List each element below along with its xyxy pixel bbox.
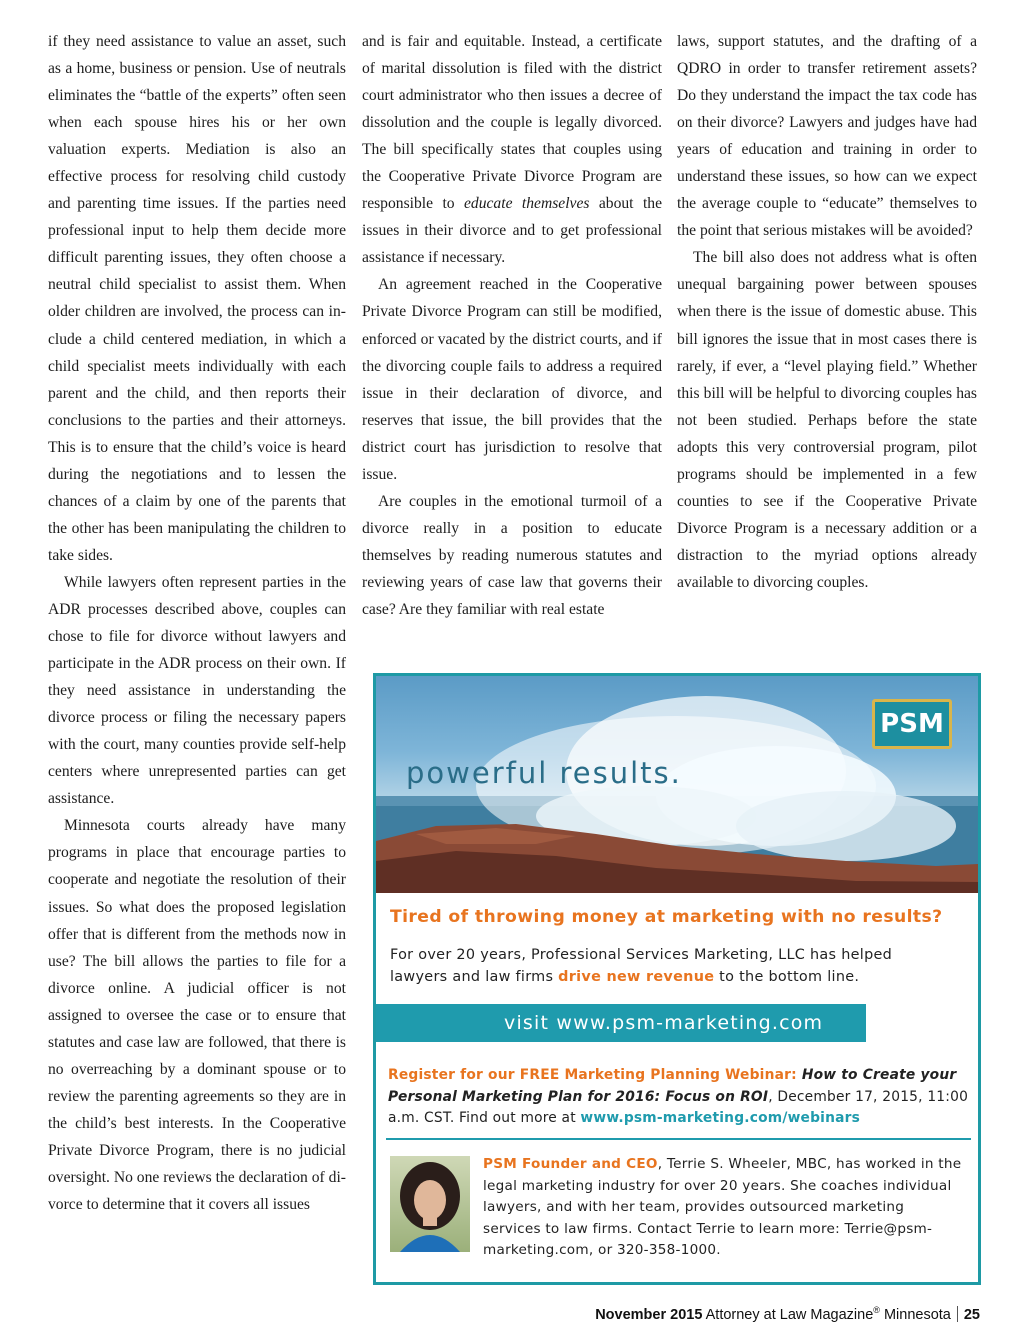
article-paragraph: Minnesota courts already have many programs in place that encourage parties to cooperate and negotiate the resolution of their issues. So what does the proposed legislation offer that is different from the methods now in use? The bill allows the parties to file for a divorce online. A judicial officer is not assigned to oversee the case or to ensure that statutes and case law are followed, that there is no overreaching by a dominant spouse or to review the parenting agreements so they are in the child’s best interests. In the Cooperative Private Divorce Program, there is no judicial oversight. No one reviews the declaration of divorce to determine that it covers all issues — [48, 817, 346, 1214]
article-text: and is fair and equitable. Instead, a certificate of marital dissolution is filed with the district court administrator who then issues a decree of dissolution and the couple is legally divorced. The bill specifically states that couples using the Cooperative Private Divorce Program are responsible to — [362, 33, 662, 213]
article-column-1 — [48, 28, 346, 1218]
ad-body-highlight: drive new revenue — [558, 969, 715, 985]
webinar-details: , December 17, 2015, 11:00 a.m. CST. Find out more at — [388, 1088, 969, 1126]
article-paragraph: An agreement reached in the Cooperative Private Divorce Program can still be modified, enforced or vacated by the district courts, and if the divorcing couple fails to address a required issue in their declaration of divorce, and reserves that issue, the bill provides that the district court has jurisdiction to resolve that issue. — [362, 276, 662, 483]
article-text: about the issues in their divorce and to get professional assistance if necessary. — [362, 195, 662, 267]
webinar-promo — [388, 1065, 973, 1130]
wave-photo — [376, 676, 978, 893]
ad-body-text: For over 20 years, Professional Services Marketing, LLC has helped lawyers and law firms — [390, 947, 893, 985]
ad-headline: Tired of throwing money at marketing with no results? — [390, 907, 943, 927]
article-paragraph: The bill also does not address what is often unequal bargaining power between spouses when there is the issue of domestic abuse. This bill ignores the issue that in most cases there is rarely, if ever, a “level playing field.” Whether this bill will be helpful to divorcing couples has not been studied. Perhaps before the state adopts this very controversial program, pilot programs should be implemented in a few counties to see if the Cooperative Private Divorce Program is a necessary addition or a distraction to the myriad options already available to divorcing couples. — [677, 249, 977, 591]
psm-logo: PSM — [872, 699, 952, 749]
visit-website-link[interactable]: visit www.psm-marketing.com — [376, 1004, 866, 1042]
article-paragraph — [362, 28, 662, 271]
ceo-lead: PSM Founder and CEO — [483, 1156, 658, 1172]
article-emphasis: educate themselves — [464, 195, 590, 213]
ad-tagline: powerful results. — [406, 756, 682, 790]
ad-divider — [386, 1138, 971, 1140]
footer-separator — [957, 1306, 958, 1322]
ad-body-text: to the bottom line. — [714, 969, 860, 985]
ad-body — [390, 944, 950, 988]
ceo-bio — [483, 1154, 963, 1262]
article-paragraph: if they need assistance to value an asset, such as a home, business or pension. Use of neutrals eliminates the “battle of the experts” often seen when each spouse hires his or her own valuation experts. Mediation is also an effective process for resolving child custody and parenting time issues. If the parties need professional input to help them decide more difficult parenting issues, they often choose a neutral child specialist to assist them. When older children are involved, the process can include a child centered mediation, in which a child specialist meets individually with each parent and the child, and then reports their conclusions to the parties and their attorneys. This is to ensure that the child’s voice is heard during the negotiations and to lessen the chances of a claim by one of the parents that the other has been manipulating the children to take sides. — [48, 33, 346, 564]
psm-advertisement[interactable] — [373, 673, 981, 1285]
registered-mark: ® — [873, 1305, 880, 1315]
article-paragraph: Are couples in the emotional turmoil of a divorce really in a position to educate themselves by reading numerous statutes and reviewing years of case law that governs their case? Are they familiar with real estate — [362, 492, 662, 618]
page-footer — [595, 1305, 980, 1323]
footer-magazine: Attorney at Law Magazine — [702, 1306, 874, 1323]
ceo-portrait — [390, 1156, 470, 1252]
article-paragraph: While lawyers often represent parties in the ADR processes described above, couples can chose to file for divorce without lawyers and participate in the ADR process on their own. If they need assistance in understanding the divorce process or filing the necessary papers with the court, many counties provide self-help centers where unrepresented parties can get assistance. — [48, 573, 346, 808]
page-number: 25 — [963, 1306, 980, 1323]
ceo-portrait-illustration — [390, 1156, 470, 1252]
footer-region: Minnesota — [879, 1306, 951, 1323]
ceo-text: , Terrie S. Wheeler, MBC, has worked in the legal marketing industry for over 20 years. She coaches individual lawyers, and with her team, provides outsourced marketing services to law firms. Contact Terrie to learn more: Terrie@psm-marketing.com, or 320-358-1000. — [483, 1156, 962, 1259]
webinar-title: How to Create your Personal Marketing Plan for 2016: Focus on ROI — [388, 1067, 957, 1105]
article-column-2 — [362, 28, 662, 623]
webinar-link[interactable]: www.psm-marketing.com/webinars — [580, 1110, 861, 1126]
webinar-lead: Register for our FREE Marketing Planning Webinar: — [388, 1067, 797, 1083]
article-paragraph: laws, support statutes, and the drafting of a QDRO in order to transfer retirement assets? Do they understand the impact the tax code has on their divorce? Lawyers and judges have had years of education and training in order to understand these issues, so how can we expect the average couple to “educate” themselves to the point that serious mistakes will be avoided? — [677, 33, 977, 240]
footer-date: November 2015 — [595, 1306, 703, 1323]
article-column-3 — [677, 28, 977, 596]
